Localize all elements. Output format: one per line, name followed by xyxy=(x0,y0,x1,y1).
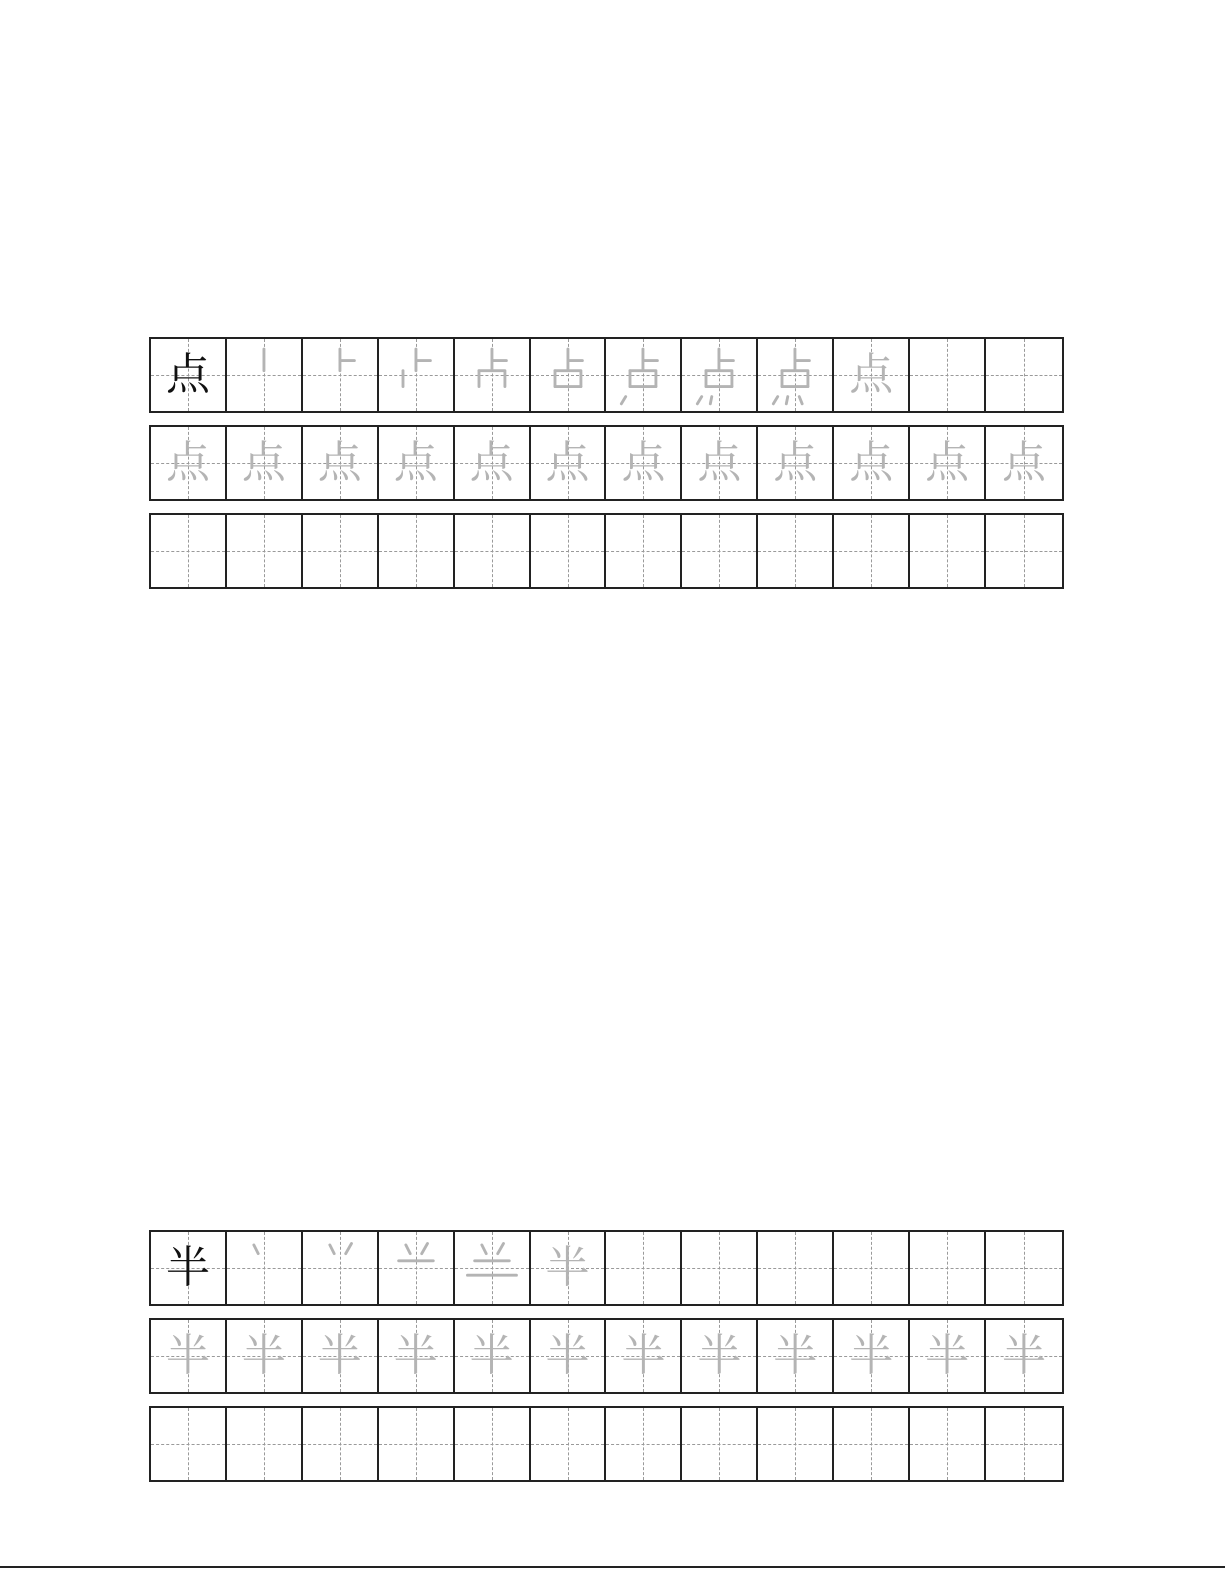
tracing-row xyxy=(149,1318,1064,1394)
stroke-path xyxy=(787,397,788,404)
grid-cell xyxy=(531,339,607,411)
trace-cell xyxy=(986,1320,1062,1392)
tracing-character: 半 xyxy=(165,1330,210,1381)
stroke-step-4 xyxy=(455,1232,529,1304)
grid-cell xyxy=(758,1232,834,1304)
tracing-character: 半 xyxy=(469,1330,514,1381)
practice-cell[interactable] xyxy=(606,1408,682,1480)
grid-cell xyxy=(151,1232,227,1304)
stroke-path xyxy=(630,371,656,387)
practice-cell[interactable] xyxy=(379,1408,455,1480)
practice-cell[interactable] xyxy=(910,515,986,587)
stroke-path xyxy=(800,397,803,404)
trace-cell xyxy=(227,427,303,499)
tracing-character: 点 xyxy=(393,437,438,488)
stroke-step-3 xyxy=(379,1232,453,1304)
tracing-character: 半 xyxy=(621,1330,666,1381)
grid-cell xyxy=(986,1232,1062,1304)
stroke-path xyxy=(254,1245,258,1254)
stroke-step-1 xyxy=(227,1232,301,1304)
grid-cell xyxy=(606,1232,682,1304)
practice-cell[interactable] xyxy=(758,515,834,587)
complete-stroke-character: 点 xyxy=(849,349,894,400)
trace-cell xyxy=(151,1320,227,1392)
trace-cell xyxy=(910,1320,986,1392)
practice-cell[interactable] xyxy=(910,1408,986,1480)
grid-cell xyxy=(834,1232,910,1304)
tracing-character: 半 xyxy=(849,1330,894,1381)
stroke-path xyxy=(482,1245,486,1254)
trace-cell xyxy=(303,1320,379,1392)
trace-cell xyxy=(986,427,1062,499)
stroke-path xyxy=(497,1244,503,1254)
model-character: 半 xyxy=(165,1242,210,1293)
practice-cell[interactable] xyxy=(151,515,227,587)
tracing-character: 半 xyxy=(545,1330,590,1381)
grid-cell xyxy=(303,339,379,411)
practice-cell[interactable] xyxy=(834,515,910,587)
stroke-path xyxy=(782,371,808,387)
tracing-character: 半 xyxy=(317,1330,362,1381)
stroke-step-2 xyxy=(303,339,377,411)
tracing-row xyxy=(149,425,1064,501)
practice-cell[interactable] xyxy=(455,515,531,587)
page-bottom-rule xyxy=(0,1566,1225,1568)
trace-cell xyxy=(531,427,607,499)
practice-row xyxy=(149,513,1064,589)
grid-cell xyxy=(834,339,910,411)
tracing-character: 点 xyxy=(849,437,894,488)
trace-cell xyxy=(758,427,834,499)
tracing-character: 半 xyxy=(241,1330,286,1381)
trace-cell xyxy=(834,427,910,499)
stroke-step-7 xyxy=(682,339,756,411)
stroke-step-4 xyxy=(455,339,529,411)
stroke-step-3 xyxy=(379,339,453,411)
grid-cell xyxy=(606,339,682,411)
grid-cell xyxy=(910,1232,986,1304)
stroke-step-8 xyxy=(758,339,832,411)
tracing-character: 点 xyxy=(545,437,590,488)
tracing-character: 点 xyxy=(469,437,514,488)
trace-cell xyxy=(682,1320,758,1392)
stroke-path xyxy=(706,371,732,387)
stroke-step-6 xyxy=(606,339,680,411)
practice-cell[interactable] xyxy=(986,515,1062,587)
grid-cell xyxy=(227,339,303,411)
grid-cell xyxy=(682,1232,758,1304)
practice-cell[interactable] xyxy=(227,515,303,587)
grid-cell xyxy=(682,339,758,411)
practice-cell[interactable] xyxy=(834,1408,910,1480)
trace-cell xyxy=(910,427,986,499)
tracing-character: 半 xyxy=(773,1330,818,1381)
stroke-path xyxy=(406,1245,410,1254)
practice-row xyxy=(149,1406,1064,1482)
stroke-path xyxy=(555,371,581,387)
trace-cell xyxy=(606,1320,682,1392)
trace-cell xyxy=(682,427,758,499)
tracing-character: 点 xyxy=(697,437,742,488)
trace-cell xyxy=(758,1320,834,1392)
trace-cell xyxy=(455,1320,531,1392)
grid-cell xyxy=(986,339,1062,411)
stroke-step-5 xyxy=(531,339,605,411)
tracing-character: 半 xyxy=(393,1330,438,1381)
stroke-path xyxy=(421,1244,427,1254)
practice-cell[interactable] xyxy=(758,1408,834,1480)
practice-cell[interactable] xyxy=(531,515,607,587)
grid-cell xyxy=(455,339,531,411)
tracing-character: 点 xyxy=(165,437,210,488)
stroke-path xyxy=(330,1245,334,1254)
worksheet-block-dian xyxy=(149,337,1064,601)
trace-cell xyxy=(455,427,531,499)
complete-stroke-character: 半 xyxy=(545,1242,590,1293)
practice-cell[interactable] xyxy=(682,1408,758,1480)
trace-cell xyxy=(834,1320,910,1392)
tracing-character: 点 xyxy=(317,437,362,488)
grid-cell xyxy=(151,339,227,411)
stroke-path xyxy=(622,397,626,404)
stroke-step-1 xyxy=(227,339,301,411)
practice-cell[interactable] xyxy=(986,1408,1062,1480)
grid-cell xyxy=(379,1232,455,1304)
trace-cell xyxy=(606,427,682,499)
tracing-character: 点 xyxy=(621,437,666,488)
grid-cell xyxy=(455,1232,531,1304)
trace-cell xyxy=(303,427,379,499)
tracing-character: 点 xyxy=(925,437,970,488)
tracing-character: 点 xyxy=(241,437,286,488)
tracing-character: 半 xyxy=(925,1330,970,1381)
practice-cell[interactable] xyxy=(682,515,758,587)
trace-cell xyxy=(379,1320,455,1392)
practice-cell[interactable] xyxy=(379,515,455,587)
grid-cell xyxy=(379,339,455,411)
grid-cell xyxy=(531,1232,607,1304)
stroke-path xyxy=(774,397,778,404)
tracing-character: 点 xyxy=(773,437,818,488)
practice-cell[interactable] xyxy=(303,515,379,587)
trace-cell xyxy=(379,427,455,499)
practice-cell[interactable] xyxy=(303,1408,379,1480)
grid-cell xyxy=(227,1232,303,1304)
practice-cell[interactable] xyxy=(531,1408,607,1480)
grid-cell xyxy=(303,1232,379,1304)
stroke-order-row xyxy=(149,1230,1064,1306)
stroke-path xyxy=(698,397,702,404)
grid-cell xyxy=(758,339,834,411)
practice-cell[interactable] xyxy=(227,1408,303,1480)
trace-cell xyxy=(531,1320,607,1392)
trace-cell xyxy=(227,1320,303,1392)
stroke-path xyxy=(346,1244,352,1254)
stroke-path xyxy=(711,397,712,404)
trace-cell xyxy=(151,427,227,499)
tracing-character: 半 xyxy=(697,1330,742,1381)
model-character: 点 xyxy=(165,349,210,400)
practice-cell[interactable] xyxy=(606,515,682,587)
stroke-step-2 xyxy=(303,1232,377,1304)
practice-cell[interactable] xyxy=(455,1408,531,1480)
tracing-character: 点 xyxy=(1002,437,1047,488)
tracing-character: 半 xyxy=(1002,1330,1047,1381)
stroke-order-row xyxy=(149,337,1064,413)
worksheet-block-ban xyxy=(149,1230,1064,1494)
practice-cell[interactable] xyxy=(151,1408,227,1480)
stroke-path xyxy=(479,371,505,387)
grid-cell xyxy=(910,339,986,411)
